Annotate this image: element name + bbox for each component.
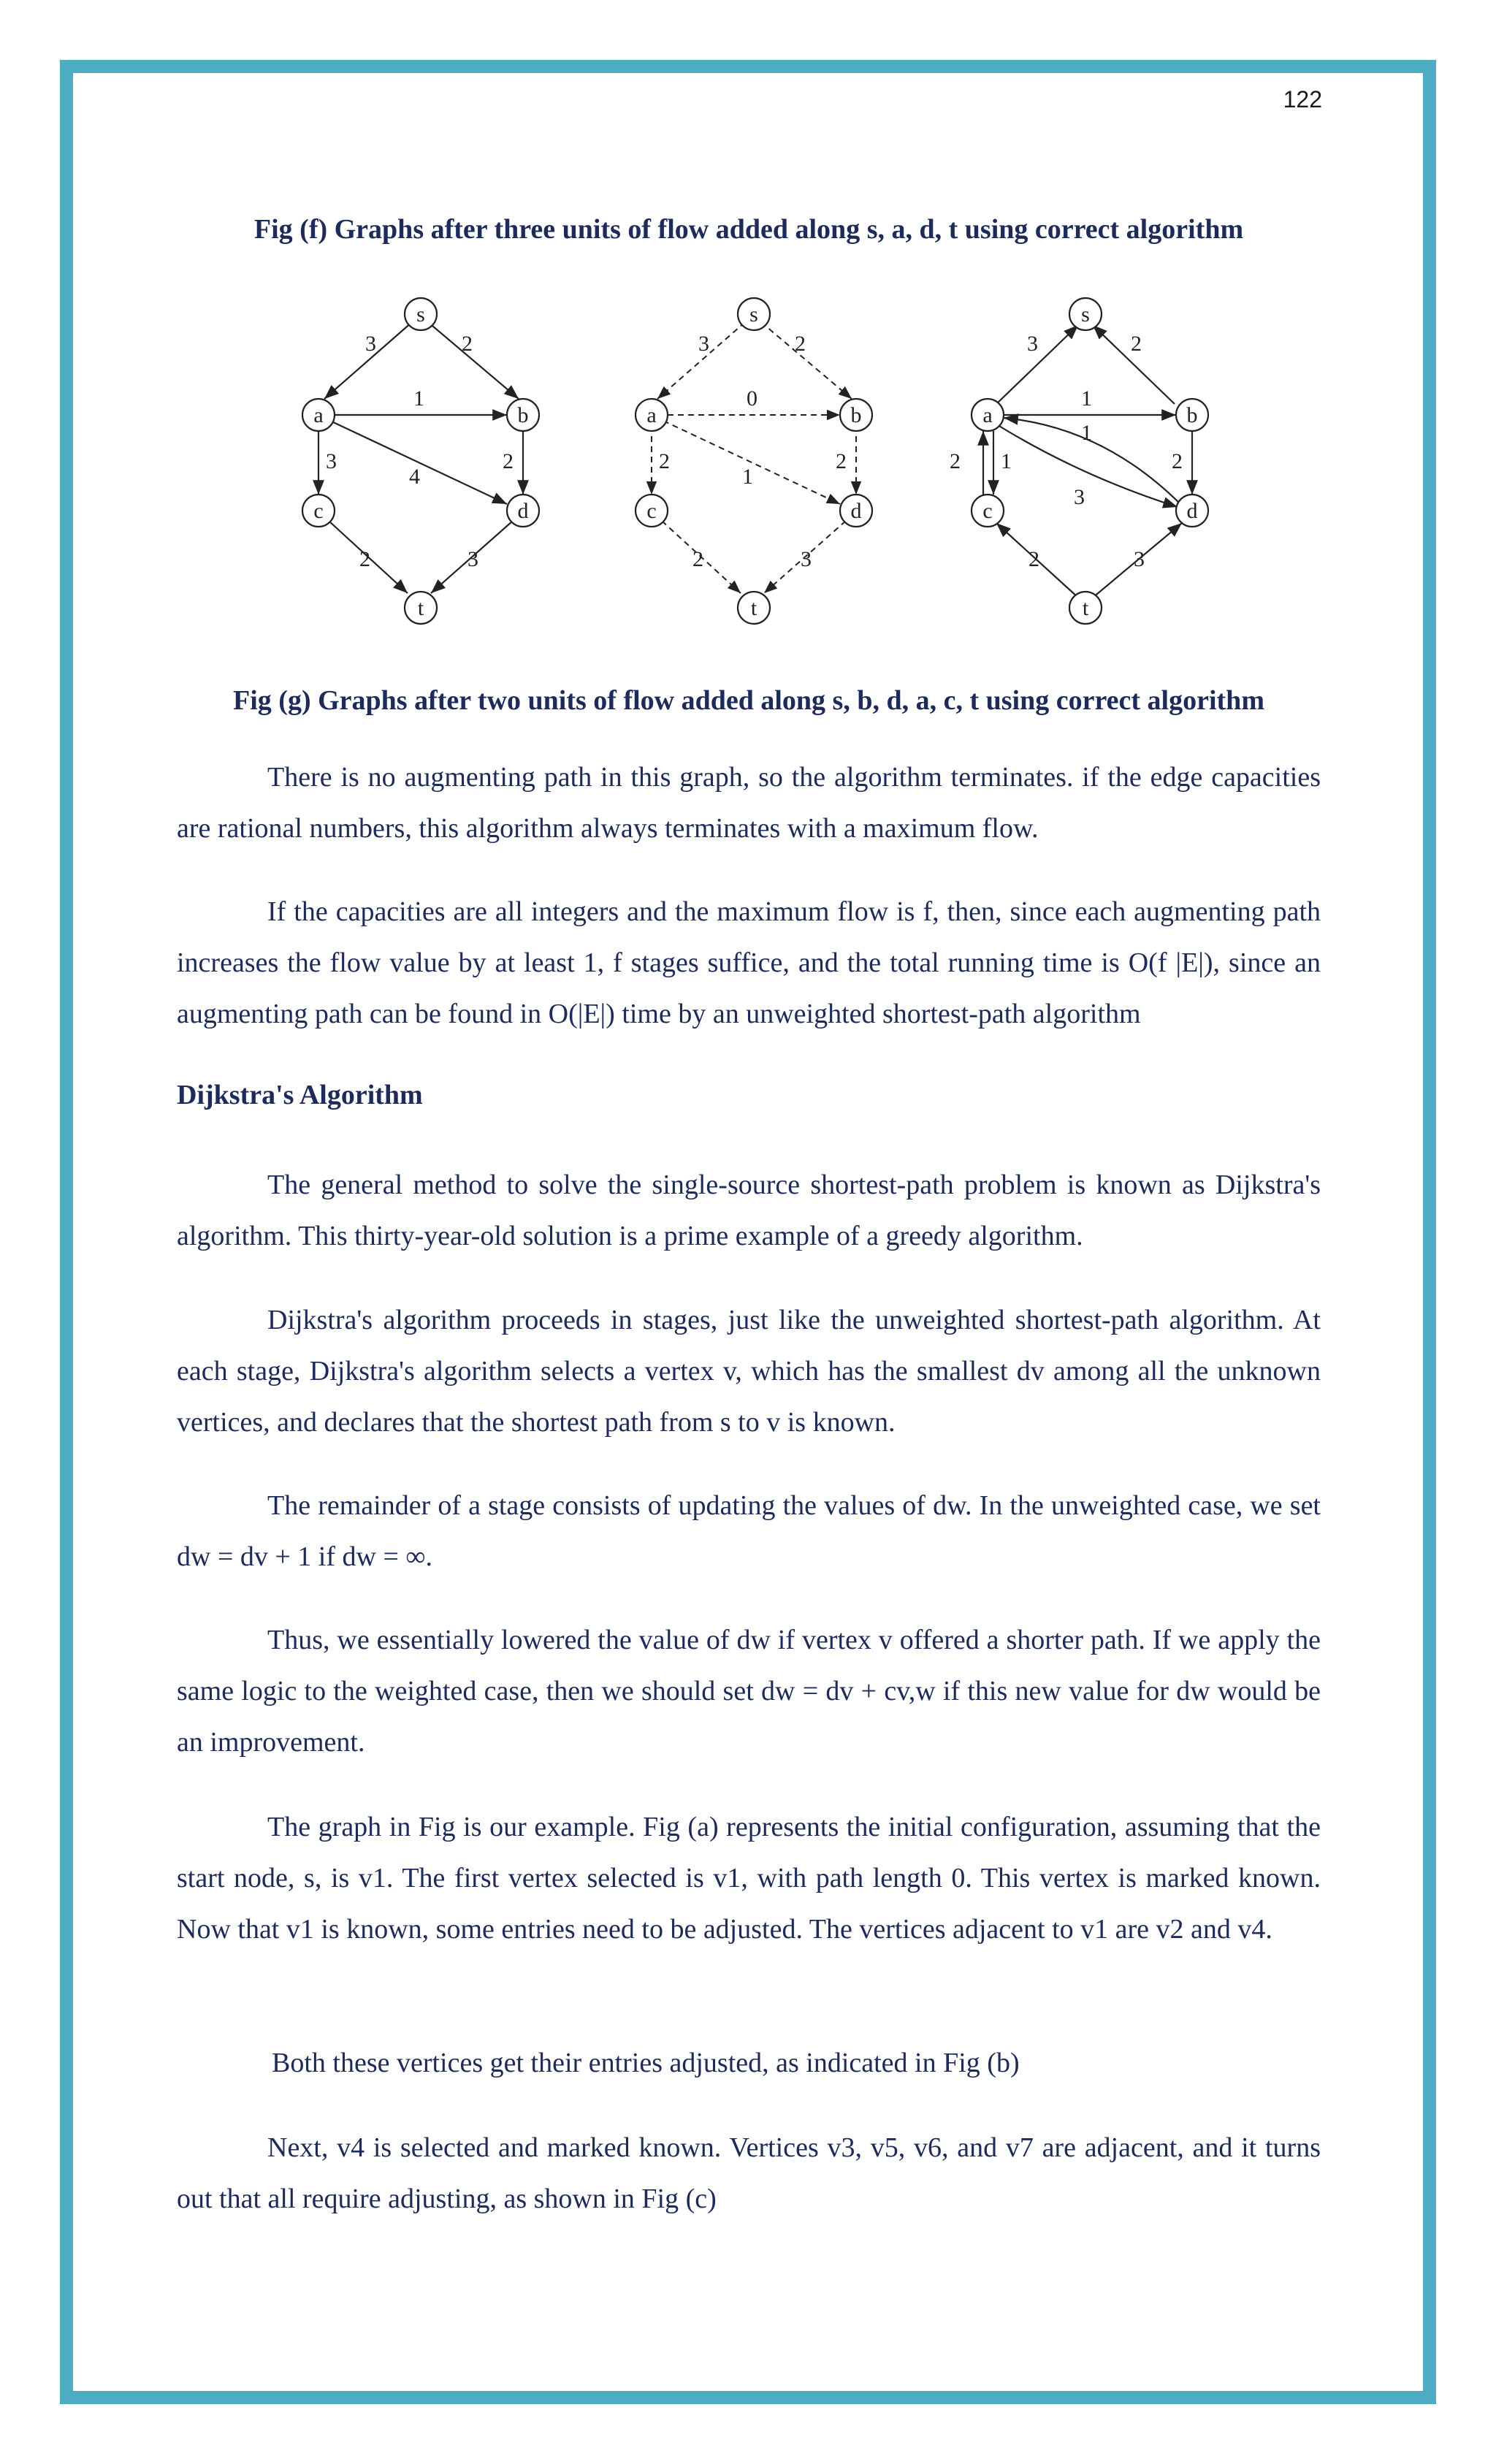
- weight-a-b: 0: [747, 386, 757, 411]
- node-label-s: s: [1081, 302, 1090, 327]
- weight-s-b: 2: [462, 332, 473, 356]
- node-label-d: d: [1186, 499, 1198, 523]
- weight-a-b: 1: [1081, 386, 1092, 411]
- graph-middle: [652, 322, 856, 593]
- weight-a-c: 1: [1001, 449, 1012, 473]
- figure-g-caption: Fig (g) Graphs after two units of flow added along s, b, d, a, c, t using correct algorithm: [233, 685, 1264, 716]
- weight-a-d: 4: [409, 465, 420, 489]
- node-label-a: a: [313, 403, 324, 427]
- weight-a-d: 3: [1074, 485, 1085, 509]
- node-label-s: s: [749, 302, 758, 327]
- paragraph-lowered-value: Thus, we essentially lowered the value of dw if vertex v offered a shorter path. If we apply the same logic to the weighted case, then we should set dw = dv + cv,w if this new value for dw would be an improvement.: [177, 1625, 1321, 1758]
- weight-d-a: 1: [1081, 421, 1092, 445]
- weight-b-d: 2: [836, 449, 847, 473]
- node-label-c: c: [982, 499, 993, 523]
- node-label-a: a: [982, 403, 993, 427]
- graph-right: [983, 325, 1192, 598]
- weight-c-t: 2: [692, 547, 703, 571]
- edge-a-d: [663, 421, 840, 504]
- node-label-d: d: [850, 499, 862, 523]
- graph-middle-weights: [659, 332, 847, 571]
- weight-d-t: 3: [468, 547, 478, 571]
- graph-right-weights: [950, 332, 1183, 571]
- node-label-b: b: [850, 403, 862, 427]
- paragraph-no-augmenting-path: There is no augmenting path in this graph, so the algorithm terminates. if the edge capacities are rational numbers, this algorithm always terminates with a maximum flow.: [177, 762, 1321, 844]
- weight-a-c: 2: [659, 449, 670, 473]
- edge-d-a: [1004, 418, 1180, 504]
- page-number: 122: [1283, 86, 1322, 112]
- node-label-t: t: [750, 596, 757, 620]
- node-label-a: a: [646, 403, 657, 427]
- paragraph-general-method: The general method to solve the single-source shortest-path problem is known as Dijkstra's algorithm. This thirty-year-old solution is a prime example of a greedy algorithm.: [177, 1170, 1321, 1251]
- node-label-c: c: [313, 499, 324, 523]
- weight-a-b: 1: [413, 386, 424, 411]
- weight-b-d: 2: [1172, 449, 1183, 473]
- section-heading: Dijkstra's Algorithm: [177, 1080, 423, 1110]
- paragraph-example: The graph in Fig is our example. Fig (a) represents the initial configuration, assuming that the start node, s, is v1. The first vertex selected is v1, with path length 0. This vertex is marked known. Now that v1 is known, some entries need to be adjusted. The vertices adjacent to v1 are v2 and v4.: [177, 1812, 1321, 1945]
- node-label-t: t: [1082, 596, 1089, 620]
- paragraph-running-time: If the capacities are all integers and the maximum flow is f, then, since each augmenting path increases the flow value by at least 1, f stages suffice, and the total running time is O(f |E|), since an augmenting path can be found in O(|E|) time by an unweighted shortest-path algorithm: [177, 896, 1321, 1029]
- weight-t-d: 3: [1134, 547, 1145, 571]
- paragraph-remainder: The remainder of a stage consists of updating the values of dw. In the unweighted case, we set dw = dv + 1 if dw = ∞.: [177, 1490, 1321, 1572]
- graph-left-weights: [326, 332, 514, 571]
- node-label-b: b: [517, 403, 529, 427]
- weight-b-d: 2: [503, 449, 514, 473]
- weight-a-c: 3: [326, 449, 337, 473]
- node-label-s: s: [416, 302, 425, 327]
- paragraph-next-v4: Next, v4 is selected and marked known. Vertices v3, v5, v6, and v7 are adjacent, and it turns out that all require adjusting, as shown in Fig (c): [177, 2132, 1321, 2214]
- node-label-t: t: [417, 596, 424, 620]
- paragraph-stages: Dijkstra's algorithm proceeds in stages, just like the unweighted shortest-path algorithm. At each stage, Dijkstra's algorithm selects a vertex v, which has the smallest dv among all the unknown vertices, and declares that the shortest path from s to v is known.: [177, 1305, 1321, 1438]
- weight-a-d: 1: [742, 465, 753, 489]
- weight-c-t: 2: [359, 547, 370, 571]
- node-label-d: d: [517, 499, 529, 523]
- weight-s-a: 3: [698, 332, 709, 356]
- graph-left: [318, 322, 523, 593]
- weight-c-a: 2: [950, 449, 961, 473]
- node-label-c: c: [646, 499, 657, 523]
- edge-s-b: [761, 322, 852, 399]
- paragraph-adjusted: Both these vertices get their entries adjusted, as indicated in Fig (b): [272, 2048, 1020, 2078]
- weight-t-c: 2: [1028, 547, 1039, 571]
- weight-s-b: 2: [795, 332, 806, 356]
- node-label-b: b: [1186, 403, 1198, 427]
- flow-graphs-figure: [292, 292, 1213, 636]
- weight-b-s: 2: [1131, 332, 1142, 356]
- edge-s-b: [428, 322, 519, 399]
- weight-d-t: 3: [801, 547, 812, 571]
- weight-a-s: 3: [1027, 332, 1038, 356]
- weight-s-a: 3: [365, 332, 376, 356]
- figure-f-caption: Fig (f) Graphs after three units of flow added along s, a, d, t using correct algorithm: [253, 214, 1244, 245]
- edge-a-d: [330, 421, 507, 504]
- flow-graphs-svg: [292, 292, 1213, 636]
